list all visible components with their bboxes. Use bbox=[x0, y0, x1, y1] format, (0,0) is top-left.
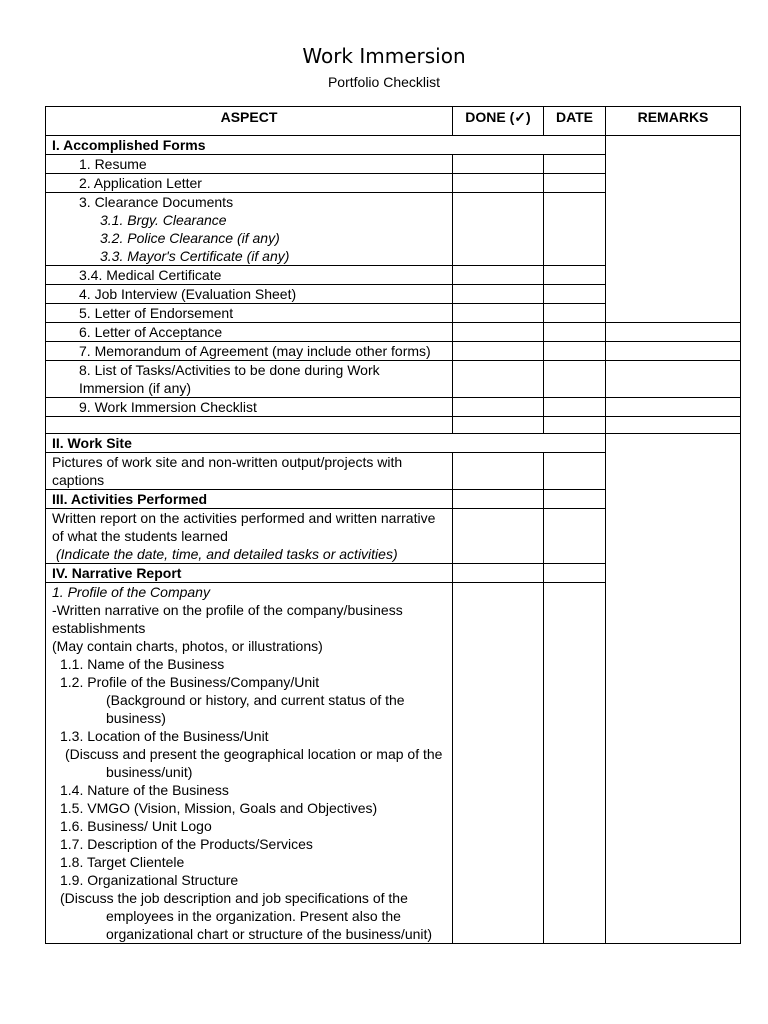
table-row bbox=[46, 361, 741, 398]
aspect-subitem: 1.9. Organizational Structure bbox=[60, 872, 239, 888]
aspect-cell: 5. Letter of Endorsement bbox=[46, 304, 453, 323]
aspect-subitem: 3.3. Mayor's Certificate (if any) bbox=[100, 248, 290, 264]
portfolio-checklist-table bbox=[45, 106, 741, 944]
date-cell[interactable] bbox=[544, 266, 606, 285]
aspect-text: Written report on the activities performed and written narrative of what the students learned bbox=[52, 510, 436, 544]
aspect-subitem: 1.8. Target Clientele bbox=[60, 854, 185, 870]
aspect-subitem: 1.4. Nature of the Business bbox=[60, 782, 229, 798]
section-heading: III. Activities Performed bbox=[46, 490, 453, 509]
column-header-done: DONE (✓) bbox=[453, 107, 544, 136]
aspect-subitem: 3.1. Brgy. Clearance bbox=[100, 212, 227, 228]
remarks-cell[interactable] bbox=[606, 342, 741, 361]
done-cell[interactable] bbox=[453, 193, 544, 266]
aspect-text: (May contain charts, photos, or illustrations) bbox=[52, 638, 323, 654]
section-heading: I. Accomplished Forms bbox=[46, 136, 606, 155]
aspect-subitem: 1.3. Location of the Business/Unit bbox=[60, 728, 269, 744]
date-cell[interactable] bbox=[544, 323, 606, 342]
date-cell[interactable] bbox=[544, 285, 606, 304]
done-cell[interactable] bbox=[453, 304, 544, 323]
done-cell[interactable] bbox=[453, 285, 544, 304]
remarks-cell[interactable] bbox=[606, 398, 741, 417]
aspect-text: -Written narrative on the profile of the company/business establishments bbox=[52, 602, 403, 636]
aspect-note: (Background or history, and current status of the business) bbox=[106, 692, 405, 726]
date-cell[interactable] bbox=[544, 174, 606, 193]
section-heading: II. Work Site bbox=[46, 434, 606, 453]
column-header-aspect: ASPECT bbox=[46, 107, 453, 136]
date-cell[interactable] bbox=[544, 361, 606, 398]
aspect-subitem: 3.2. Police Clearance (if any) bbox=[100, 230, 280, 246]
remarks-cell[interactable] bbox=[606, 434, 741, 944]
remarks-cell[interactable] bbox=[606, 417, 741, 434]
date-cell[interactable] bbox=[544, 342, 606, 361]
done-cell[interactable] bbox=[453, 361, 544, 398]
date-cell[interactable] bbox=[544, 453, 606, 490]
table-row bbox=[46, 434, 741, 453]
date-cell[interactable] bbox=[544, 398, 606, 417]
aspect-cell: 1. Resume bbox=[46, 155, 453, 174]
remarks-cell[interactable] bbox=[606, 136, 741, 323]
done-cell[interactable] bbox=[453, 266, 544, 285]
aspect-cell bbox=[46, 193, 453, 266]
aspect-note: (Discuss the job description and job specifications of the employees in the organization. Present also the organizational chart or structure of the business/unit) bbox=[60, 890, 433, 942]
aspect-note: (Indicate the date, time, and detailed tasks or activities) bbox=[56, 546, 398, 562]
aspect-subitem: 1.7. Description of the Products/Services bbox=[60, 836, 313, 852]
aspect-text: 3. Clearance Documents bbox=[79, 194, 234, 210]
aspect-note: (Discuss and present the geographical location or map of the business/unit) bbox=[65, 746, 443, 780]
done-cell[interactable] bbox=[453, 417, 544, 434]
aspect-cell: Pictures of work site and non-written output/projects with captions bbox=[46, 453, 453, 490]
done-cell[interactable] bbox=[453, 509, 544, 564]
done-cell[interactable] bbox=[453, 564, 544, 583]
date-cell[interactable] bbox=[544, 155, 606, 174]
aspect-cell: 9. Work Immersion Checklist bbox=[46, 398, 453, 417]
date-cell[interactable] bbox=[544, 490, 606, 509]
table-row bbox=[46, 398, 741, 417]
aspect-subitem: 1.2. Profile of the Business/Company/Unit bbox=[60, 674, 320, 690]
done-cell[interactable] bbox=[453, 583, 544, 944]
date-cell[interactable] bbox=[544, 193, 606, 266]
date-cell[interactable] bbox=[544, 417, 606, 434]
table-row bbox=[46, 136, 741, 155]
done-cell[interactable] bbox=[453, 398, 544, 417]
table-row bbox=[46, 342, 741, 361]
aspect-cell bbox=[46, 583, 453, 944]
date-cell[interactable] bbox=[544, 304, 606, 323]
aspect-text: 1. Profile of the Company bbox=[52, 584, 210, 600]
table-row-blank bbox=[46, 417, 741, 434]
aspect-subitem: 1.5. VMGO (Vision, Mission, Goals and Objectives) bbox=[60, 800, 378, 816]
done-cell[interactable] bbox=[453, 453, 544, 490]
done-cell[interactable] bbox=[453, 155, 544, 174]
aspect-cell: 6. Letter of Acceptance bbox=[46, 323, 453, 342]
aspect-cell bbox=[46, 417, 453, 434]
document-subtitle: Portfolio Checklist bbox=[327, 74, 441, 90]
column-header-remarks: REMARKS bbox=[606, 107, 741, 136]
aspect-cell: 4. Job Interview (Evaluation Sheet) bbox=[46, 285, 453, 304]
table-row bbox=[46, 323, 741, 342]
aspect-cell bbox=[46, 509, 453, 564]
date-cell[interactable] bbox=[544, 564, 606, 583]
remarks-cell[interactable] bbox=[606, 361, 741, 398]
date-cell[interactable] bbox=[544, 583, 606, 944]
document-title: Work Immersion bbox=[302, 44, 466, 68]
done-cell[interactable] bbox=[453, 323, 544, 342]
aspect-cell: 3.4. Medical Certificate bbox=[46, 266, 453, 285]
aspect-cell: 7. Memorandum of Agreement (may include other forms) bbox=[46, 342, 453, 361]
aspect-cell: 2. Application Letter bbox=[46, 174, 453, 193]
table-header-row bbox=[46, 107, 741, 136]
date-cell[interactable] bbox=[544, 509, 606, 564]
aspect-subitem: 1.6. Business/ Unit Logo bbox=[60, 818, 212, 834]
done-cell[interactable] bbox=[453, 490, 544, 509]
column-header-date: DATE bbox=[544, 107, 606, 136]
done-cell[interactable] bbox=[453, 174, 544, 193]
aspect-subitem: 1.1. Name of the Business bbox=[60, 656, 225, 672]
remarks-cell[interactable] bbox=[606, 323, 741, 342]
aspect-cell: 8. List of Tasks/Activities to be done during Work Immersion (if any) bbox=[46, 361, 453, 398]
done-cell[interactable] bbox=[453, 342, 544, 361]
section-heading: IV. Narrative Report bbox=[46, 564, 453, 583]
